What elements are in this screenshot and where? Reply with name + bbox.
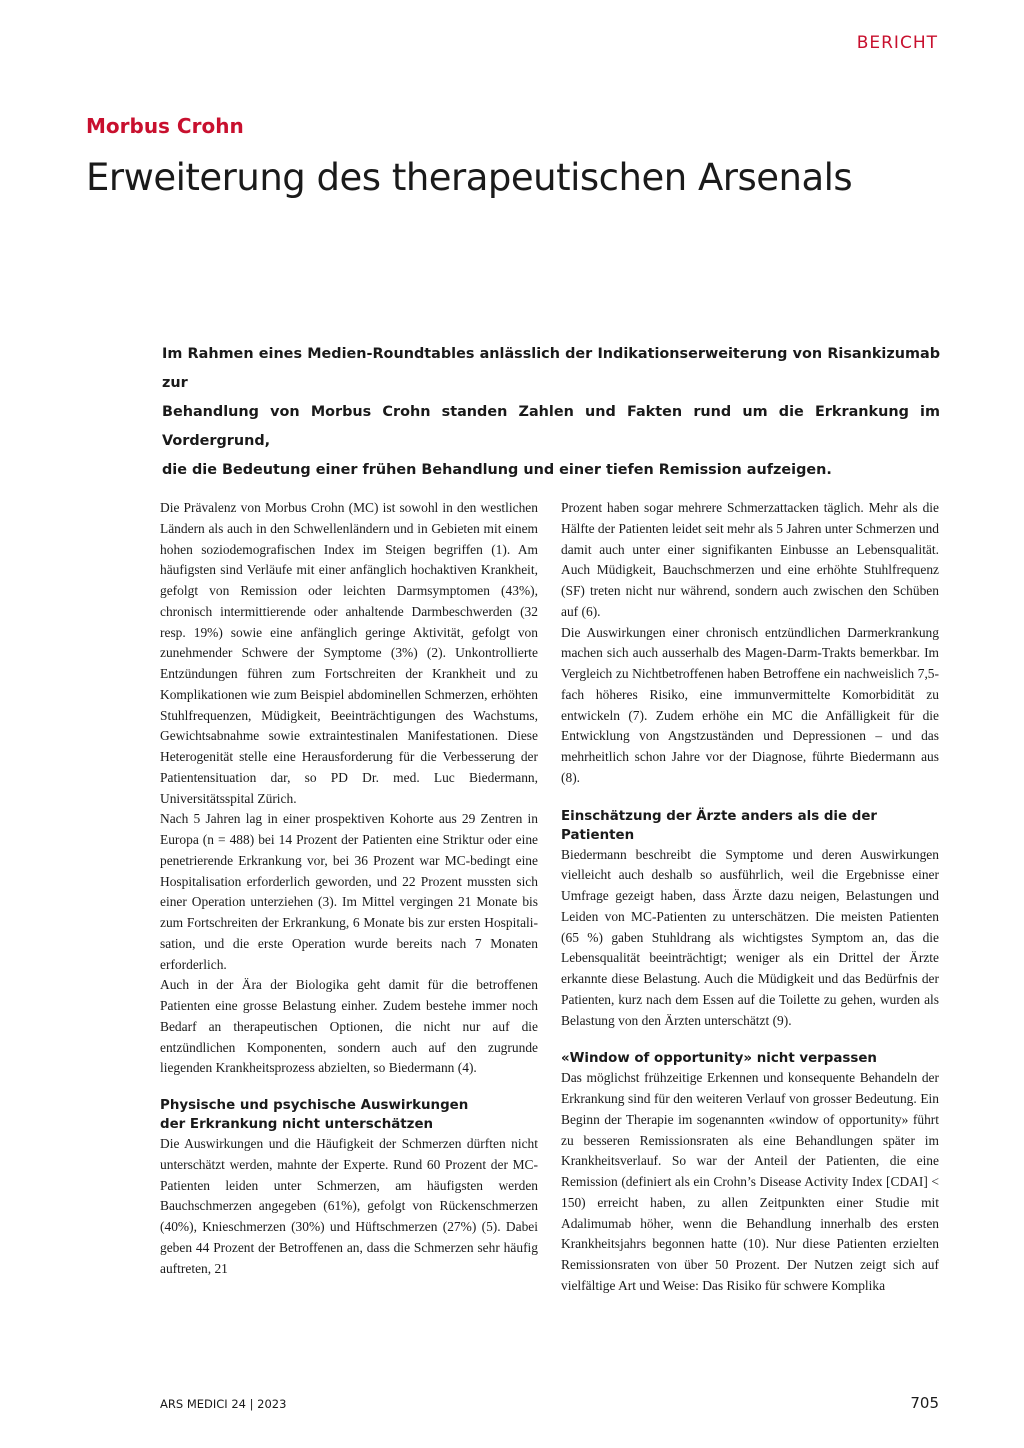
left-column — [160, 498, 538, 1279]
right-column — [561, 498, 939, 1297]
section-heading-line: der Erkrankung nicht unterschätzen — [160, 1117, 434, 1132]
body-paragraph: Biedermann beschreibt die Symptome und deren Auswirkungen vielleicht auch deshalb so ausführlich, weil die Ergebnisse einer Umfrage gezeigt haben, dass Ärzte dazu neigen, Belastungen und Leiden von MC-Patienten zu unterschätzen. Die meisten Patienten (65 %) gaben Stuhldrang als wichtigstes Symptom an, das die Lebensqualität beeinträchtigt; weniger als ein Drittel der Ärzte erkannte diese Belastung. Auch die Müdigkeit und das Bedürfnis der Patienten, kurz nach dem Essen auf die Toilette zu gehen, wurden als Belastung von den Ärzten unterschätzt (9). — [561, 846, 939, 1028]
body-paragraph: Auch in der Ära der Biologika geht damit für die betroffenen Patienten eine grosse Belastung einher. Zudem bestehe immer noch Bedarf an therapeutischen Optionen, die nicht nur auf die entzündlichen Komponenten, sondern auch auf den zugrunde liegenden Krankheitsprozess abzielten, so Biedermann (4). — [160, 977, 538, 1076]
section-heading-line: Patienten — [561, 827, 635, 843]
section-tag: BERICHT — [856, 33, 938, 53]
article-kicker: Morbus Crohn — [86, 114, 244, 138]
section-heading: «Window of opportunity» nicht verpassen — [561, 1051, 877, 1067]
section-heading — [160, 1096, 538, 1134]
journal-issue: ARS MEDICI 24 | 2023 — [160, 1397, 287, 1411]
section-heading-line: Physische und psychische Auswirkungen — [160, 1098, 469, 1113]
article-title: Erweiterung des therapeutischen Arsenals — [86, 156, 853, 199]
body-paragraph: Die Auswirkungen und die Häufigkeit der Schmerzen dürften nicht unterschätzt werden, mahnte der Experte. Rund 60 Prozent der MC-Patienten leiden unter Schmerzen, am häufigsten werden Bauchschmerzen angegeben (61%), gefolgt von Rückenschmerzen (40%), Knieschmerzen (30%) und Hüftschmerzen (27%) (5). Dabei geben 44 Prozent der Betroffenen an, dass die Schmerzen sehr häufig auftreten, 21 — [160, 1136, 538, 1276]
page-number: 705 — [910, 1394, 939, 1412]
lead-line: die die Bedeutung einer frühen Behandlung und einer tiefen Remission aufzeigen. — [162, 462, 832, 478]
article-lead — [162, 340, 940, 485]
lead-line: Behandlung von Morbus Crohn standen Zahlen und Fakten rund um die Erkrankung im Vordergrund, — [162, 404, 940, 449]
body-paragraph: Nach 5 Jahren lag in einer prospektiven Kohorte aus 29 Zentren in Europa (n = 488) bei 14 Prozent der Patienten eine Striktur oder eine penetrierende Erkrankung vor, bei 36 Prozent war MC-bedingt eine Hospitalisation erforderlich geworden, und 22 Prozent mussten sich einer Operation unterziehen (3). Im Mittel vergingen 21 Monate bis zum Fortschreiten der Erkrankung, 6 Monate bis zur ersten Hospitalisation, und die erste Operation wurde bereits nach 7 Monaten erforderlich. — [160, 811, 538, 972]
section-heading-line: Einschätzung der Ärzte anders als die der — [561, 808, 878, 824]
body-paragraph: Das möglichst frühzeitige Erkennen und konsequente Behandeln der Erkrankung sind für den weiteren Verlauf von grosser Bedeutung. Ein Beginn der Therapie im sogenannten «window of opportunity» führt zu besseren Remissionsraten als eine Behandlungen später im Krankheitsverlauf. So war der Anteil der Patienten, die eine Remission (definiert als ein Crohn’s Disease Activity Index [CDAI] < 150) erreicht haben, zu allen Zeitpunkten einer Studie mit Adalimumab höher, wenn die Behandlung innerhalb des ersten Krankheitsjahrs begonnen hatte (10). Nur diese Patienten erzielten Remissionsraten von über 50 Prozent. Der Nutzen zeigt sich auf vielfältige Art und Weise: Das Risiko für schwere Komplika — [561, 1070, 939, 1293]
body-paragraph: Prozent haben sogar mehrere Schmerzattacken täglich. Mehr als die Hälfte der Patienten leidet seit mehr als 5 Jahren unter Schmerzen und damit auch unter einer signifikanten Einbusse an Lebensqualität. Auch Müdigkeit, Bauchschmerzen und eine erhöhte Stuhlfrequenz (SF) treten nicht nur während, sondern auch zwischen den Schüben auf (6). — [561, 500, 939, 619]
body-paragraph: Die Auswirkungen einer chronisch entzündlichen Darmerkrankung machen sich auch ausserhalb des Magen-Darm-Trakts bemerkbar. Im Vergleich zu Nichtbetroffenen haben Betroffene ein nachweislich 7,5-fach höheres Risiko, eine immunvermittelte Komorbidität zu entwickeln (7). Zudem erhöhe ein MC die Anfälligkeit für die Entwicklung von Angstzuständen und Depressionen – und das mehrheitlich schon Jahre vor der Diagnose, führte Biedermann aus (8). — [561, 624, 939, 785]
section-heading — [561, 807, 939, 845]
lead-line: Im Rahmen eines Medien-Roundtables anlässlich der Indikationserweiterung von Risankizumab zur — [162, 346, 940, 391]
body-paragraph: Die Prävalenz von Morbus Crohn (MC) ist sowohl in den westlichen Ländern als auch in den Schwellenländern und in Gebieten mit einem hohen soziodemografischen Index im Steigen begriffen (1). Am häufigsten sind Verläufe mit einer anfänglich hochaktiven Krankheit, gefolgt von Remission oder leichten Darmsymptomen (43%), chronisch intermittierende oder anhaltende Darmbeschwerden (32 resp. 19%) sowie eine anfänglich geringe Aktivität, gefolgt von zunehmender Schwere der Symptome (3%) (2). Unkontrollierte Entzündungen führen zum Fortschreiten der Krankheit und zu Komplikationen wie zum Beispiel abdominellen Schmerzen, erhöhten Stuhlfrequenzen, Müdigkeit, Beeinträchtigungen des Wachstums, Gewichtsabnahme sowie extraintestinalen Manifestationen. Diese Heterogenität stelle eine Herausforderung für die Verbesserung der Patientensituation dar, so PD Dr. med. Luc Biedermann, Universitätsspital Zürich. — [160, 500, 538, 806]
